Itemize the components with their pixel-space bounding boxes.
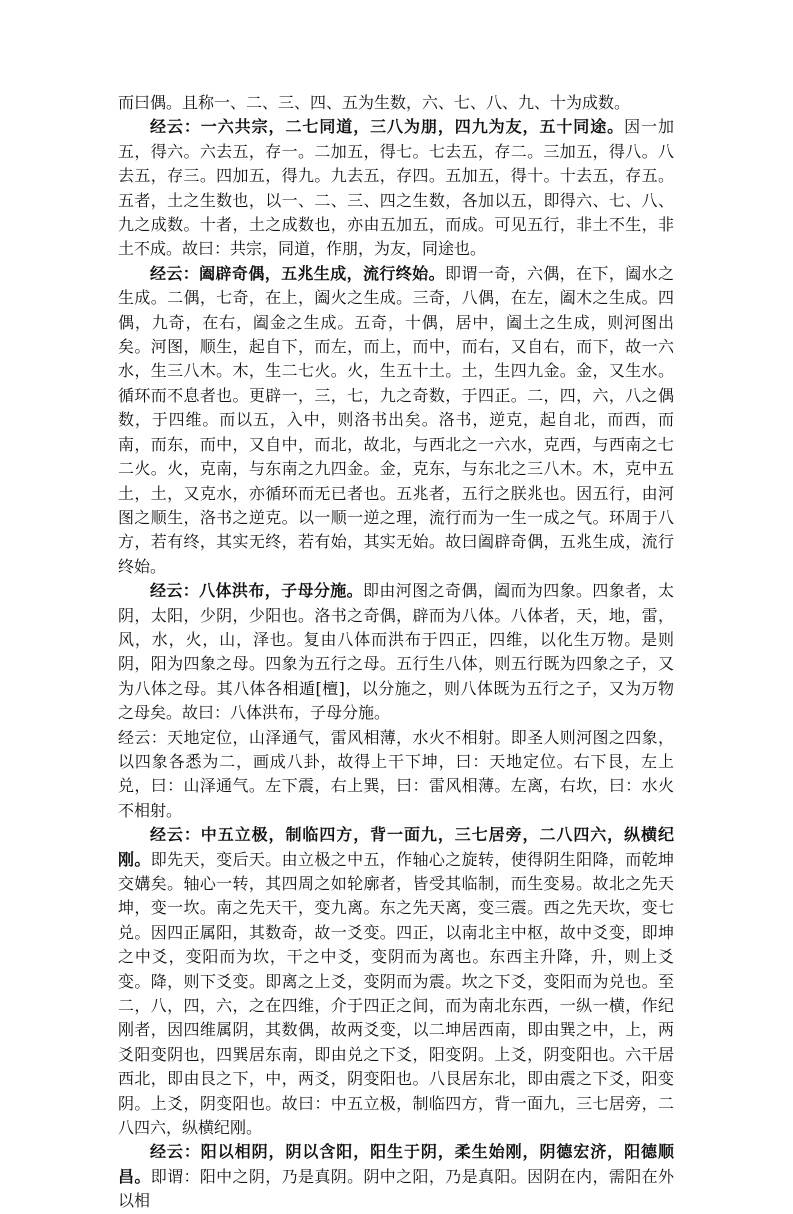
paragraph-7	[118, 1140, 674, 1213]
paragraph-heading: 经云：中五立极，制临四方，背一面九，三七居旁，二八四六，纵横纪刚。	[118, 825, 674, 869]
paragraph-heading: 经云：八体洪布，子母分施。	[150, 581, 364, 601]
paragraph-4	[118, 579, 674, 725]
document-page	[118, 91, 674, 1214]
paragraph-6	[118, 823, 674, 1140]
paragraph-heading: 经云：一六共宗，二七同道，三八为朋，四九为友，五十同途。	[150, 117, 625, 137]
paragraph-3	[118, 262, 674, 579]
paragraph-5	[118, 726, 674, 824]
paragraph-text: 即由河图之奇偶，阖而为四象。四象者，太阴，太阳，少阴，少阳也。洛书之奇偶，辟而为八体。八体者，天，地，雷，风，水，火，山，泽也。复由八体而洪布于四正，四维，以化生万物。是则阴，阳为四象之母。四象为五行之母。五行生八体，则五行既为四象之子，又为八体之母。其八体各相遁[檀]，以分施之，则八体既为五行之子，又为万物之母矣。故曰：八体洪布，子母分施。	[118, 581, 674, 723]
paragraph-2	[118, 115, 674, 261]
paragraph-text: 即谓：阳中之阴，乃是真阴。阴中之阳，乃是真阳。因阴在内，需阳在外以相	[118, 1166, 674, 1211]
paragraph-text: 而曰偶。且称一、二、三、四、五为生数，六、七、八、九、十为成数。	[118, 93, 631, 112]
paragraph-heading: 经云：阖辟奇偶，五兆生成，流行终始。	[150, 263, 445, 283]
paragraph-1	[118, 91, 674, 115]
paragraph-text: 因一加五，得六。六去五，存一。二加五，得七。七去五，存二。三加五，得八。八去五，存三。四加五，得九。九去五，存四。五加五，得十。十去五，存五。五者，土之生数也，以一、二、三、四之生数，各加以五，即得六、七、八、九之成数。十者，土之成数也，亦由五加五，而成。可见五行，非土不生，非土不成。故曰：共宗，同道，作朋，为友，同途也。	[118, 117, 674, 259]
paragraph-text: 经云：天地定位，山泽通气，雷风相薄，水火不相射。即圣人则河图之四象，以四象各悉为二，画成八卦，故得上干下坤，曰：天地定位。右下艮，左上兑，曰：山泽通气。左下震，右上巽，曰：雷风相薄。左离，右坎，曰：水火不相射。	[118, 727, 674, 820]
paragraph-text: 即谓一奇，六偶，在下，阖水之生成。二偶，七奇，在上，阖火之生成。三奇，八偶，在左，阖木之生成。四偶，九奇，在右，阖金之生成。五奇，十偶，居中，阖土之生成，则河图出矣。河图，顺生，起自下，而左，而上，而中，而右，又自右，而下，故一六水，生三八木。木，生二七火。火，生五十土。土，生四九金。金，又生水。循环而不息者也。更辟一，三，七，九之奇数，于四正。二，四，六，八之偶数，于四维。而以五，入中，则洛书出矣。洛书，逆克，起自北，而西，而南，而东，而中，又自中，而北，故北，与西北之一六水，克西，与西南之七二火。火，克南，与东南之九四金。金，克东，与东北之三八木。木，克中五土，土，又克水，亦循环而无已者也。五兆者，五行之朕兆也。因五行，由河图之顺生，洛书之逆克。以一顺一逆之理，流行而为一生一成之气。环周于八方，若有终，其实无终，若有始，其实无始。故曰阖辟奇偶，五兆生成，流行终始。	[118, 263, 674, 576]
paragraph-heading: 经云：阳以相阴，阴以含阳，阳生于阴，柔生始刚，阴德宏济，阳德顺昌。	[118, 1142, 674, 1186]
paragraph-text: 即先天，变后天。由立极之中五，作轴心之旋转，使得阴生阳降，而乾坤交媾矣。轴心一转，其四周之如轮廓者，皆受其临制，而生变易。故北之先天坤，变一坎。南之先天干，变九离。东之先天离，变三震。西之先天坎，变七兑。因四正属阳，其数奇，故一爻变。四正，以南北主中枢，故中爻变，即坤之中爻，变阳而为坎，干之中爻，变阴而为离也。东西主升降，升，则上爻变。降，则下爻变。即离之上爻，变阴而为震。坎之下爻，变阳而为兑也。至二，八，四，六，之在四维，介于四正之间，而为南北东西，一纵一横，作纪刚者，因四维属阴，其数偶，故两爻变，以二坤居西南，即由巽之中，上，两爻阳变阴也，四巽居东南，即由兑之下爻，阳变阴。上爻，阴变阳也。六干居西北，即由艮之下，中，两爻，阴变阳也。八艮居东北，即由震之下爻，阳变阴。上爻，阴变阳也。故曰：中五立极，制临四方，背一面九，三七居旁，二八四六，纵横纪刚。	[118, 849, 674, 1138]
